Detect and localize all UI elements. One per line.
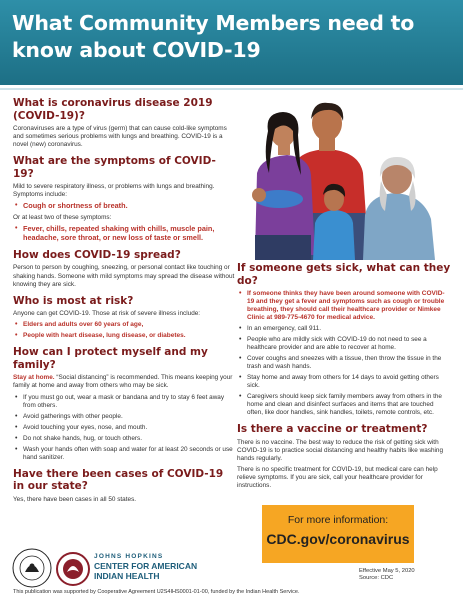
heading-vaccine: Is there a vaccine or treatment? xyxy=(237,423,428,435)
johns-hopkins-logo xyxy=(94,553,264,581)
ihs-seal-icon xyxy=(12,548,52,588)
funding-footer: This publication was supported by Cooperative Agreement U2S4IHS0001-01-00, funded by the Indian Health Service. xyxy=(13,589,300,595)
symptoms-mid: Or at least two of these symptoms: xyxy=(13,214,112,222)
symptom-item: • Cough or shortness of breath. xyxy=(13,202,235,211)
heading-cases: Have there been cases of COVID-19 in our state? xyxy=(13,467,224,493)
page-title: What Community Members need to know about COVID-19 xyxy=(12,11,415,62)
sick-item: • In an emergency, call 911. xyxy=(237,325,451,333)
logo-line-1: JOHNS HOPKINS xyxy=(94,553,164,560)
risk-body: Anyone can get COVID-19. Those at risk of severe illness include: xyxy=(13,310,201,318)
vaccine-body-2: There is no specific treatment for COVID-19, but medical care can help relieve symptoms. If you are sick, call your healthcare provider for instructions. xyxy=(237,465,438,489)
vaccine-body-1: There is no vaccine. The best way to reduce the risk of getting sick with COVID-19 is to practice social distancing and healthy habits like washing hands regularly. xyxy=(237,438,444,462)
symptoms-intro: Mild to severe respiratory illness, or problems with lungs and breathing. Symptoms include: xyxy=(13,183,215,199)
symptoms-list-2 xyxy=(13,225,235,243)
effective-date-block xyxy=(359,568,415,582)
cases-body: Yes, there have been cases in all 50 states. xyxy=(13,495,137,503)
spread-body: Person to person by coughing, sneezing, or personal contact like touching or shaking hands. Someone with mild symptoms may spread the disease without knowing they are sick. xyxy=(13,264,235,288)
cdc-link[interactable]: CDC.gov/coronavirus xyxy=(266,531,410,547)
protect-body xyxy=(13,374,235,390)
heading-spread: How does COVID-19 spread? xyxy=(13,248,181,261)
stay-at-home-label: Stay at home. xyxy=(13,374,55,382)
heading-risk: Who is most at risk? xyxy=(13,294,134,307)
family-illustration xyxy=(235,95,455,260)
more-info-box xyxy=(262,505,414,563)
sick-list xyxy=(237,325,451,417)
risk-item: • People with heart disease, lung disease, or diabetes. xyxy=(13,332,235,340)
left-column xyxy=(13,97,235,507)
right-column xyxy=(237,262,451,493)
risk-item: • Elders and adults over 60 years of age, xyxy=(13,321,235,329)
protect-item: • Wash your hands often with soap and water for at least 20 seconds or use hand sanitizer. xyxy=(13,446,235,462)
sick-item: • People who are mildly sick with COVID-19 do not need to see a healthcare provider and are able to recover at home. xyxy=(237,336,451,352)
center-seal-icon xyxy=(56,552,90,586)
logo-strip xyxy=(12,548,252,590)
grandmother-figure xyxy=(363,157,435,260)
symptom-item: • Fever, chills, repeated shaking with chills, muscle pain, headache, sore throat, or new loss of taste or smell. xyxy=(13,225,235,243)
what-is-body: Coronaviruses are a type of virus (germ) that can cause cold-like symptoms and sometimes serious problems with lungs and breathing. COVID-19 is a novel (new) coronavirus. xyxy=(13,125,227,149)
heading-symptoms: What are the symptoms of COVID-19? xyxy=(13,155,216,180)
header-banner xyxy=(0,0,463,88)
more-info-label: For more information: xyxy=(287,514,389,526)
sick-item: • Caregivers should keep sick family members away from others in the home and clean and disinfect surfaces and items that are touched often, like door handles, sink handles, toilets, remote controls, etc. xyxy=(237,393,451,417)
heading-protect: How can I protect myself and my family? xyxy=(13,346,208,371)
sick-item: • Cover coughs and sneezes with a tissue, then throw the tissue in the trash and wash hands. xyxy=(237,355,451,371)
woman-figure xyxy=(252,112,315,260)
sick-highlight-list xyxy=(237,290,451,322)
protect-item: • Avoid gatherings with other people. xyxy=(13,413,235,421)
symptoms-list-1 xyxy=(13,202,235,211)
heading-sick: If someone gets sick, what can they do? xyxy=(237,262,451,287)
protect-list xyxy=(13,394,235,462)
logo-line-2: CENTER FOR AMERICAN xyxy=(94,561,198,571)
stay-at-home-body: “Social distancing” is recommended. This means keeping your family at home and away from others who may be sick. xyxy=(13,374,233,390)
sick-item: • Stay home and away from others for 14 days to avoid getting others sick. xyxy=(237,374,451,390)
logo-line-3: INDIAN HEALTH xyxy=(94,571,160,581)
heading-what-is: What is coronavirus disease 2019 (COVID-19)? xyxy=(13,97,213,122)
protect-item: • If you must go out, wear a mask or bandana and try to stay 6 feet away from others. xyxy=(13,394,235,410)
effective-date: Effective May 5, 2020 xyxy=(359,568,415,574)
protect-item: • Avoid touching your eyes, nose, and mouth. xyxy=(13,424,235,432)
protect-item: • Do not shake hands, hug, or touch others. xyxy=(13,435,235,443)
source-label: Source: CDC xyxy=(359,575,394,581)
sick-highlight: • If someone thinks they have been around someone with COVID-19 and they get a fever and symptoms such as cough or trouble breathing, they should call their healthcare provider or Nimkee Clinic at 989-775-4670 for medical advice. xyxy=(237,290,451,322)
risk-list xyxy=(13,321,235,340)
